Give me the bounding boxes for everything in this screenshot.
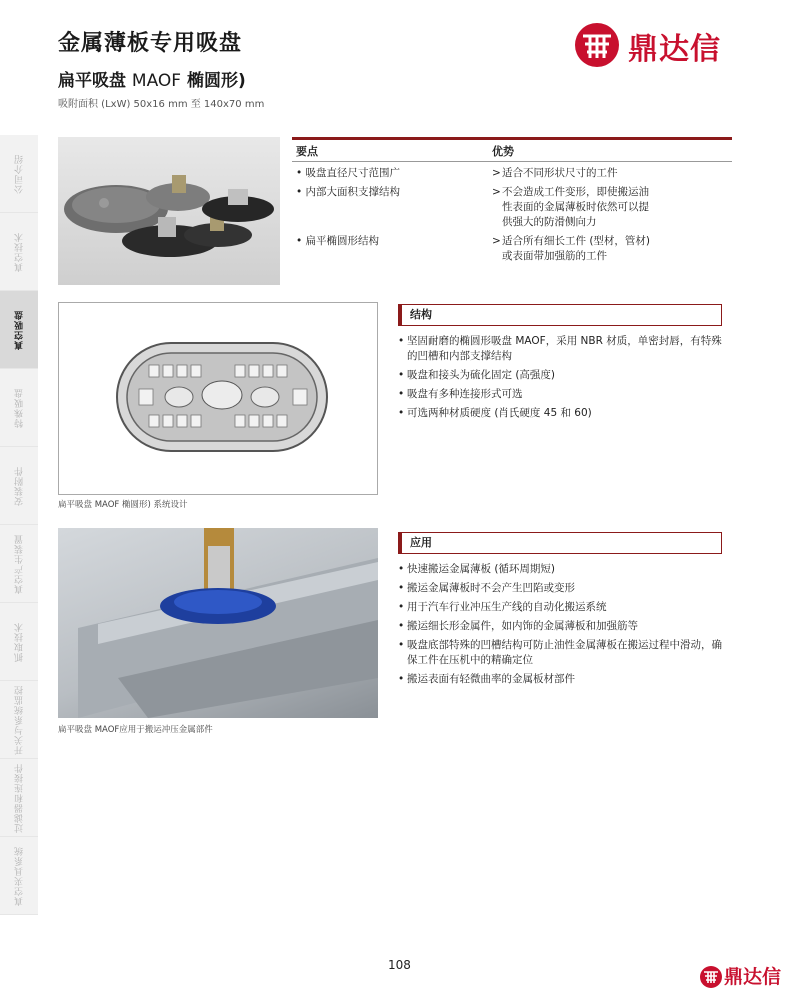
list-item: • 搬运金属薄板时不会产生凹陷或变形 bbox=[398, 582, 575, 594]
structure-heading: 结构 bbox=[398, 304, 722, 326]
subtitle-cn1: 扁平吸盘 bbox=[58, 71, 126, 91]
list-item: • 搬运细长形金属件，如内饰的金属薄板和加强筋等 bbox=[398, 620, 638, 632]
application-photo bbox=[58, 528, 378, 718]
table-row: • 扁平椭圆形结构 > 适合所有细长工件 (型材，管材) 或表面带加强筋的工件 bbox=[296, 235, 651, 262]
sidebar-tab-gripping[interactable]: 抓取技术 bbox=[0, 603, 38, 681]
application-heading: 应用 bbox=[398, 532, 722, 554]
subtitle-cn2: 椭圆形) bbox=[187, 71, 246, 91]
table-row: • 吸盘直径尺寸范围广 > 适合不同形状尺寸的工件 bbox=[296, 167, 618, 179]
table-row: • 内部大面积支撑结构 > 不会造成工件变形，即使搬运油性表面的金属薄板时依然可以提供强大的防滑侧向力 bbox=[296, 186, 649, 228]
design-drawing bbox=[58, 302, 378, 495]
sidebar bbox=[0, 135, 38, 915]
sidebar-tab-switches[interactable]: 开关与系统监控 bbox=[0, 681, 38, 759]
product-photo bbox=[58, 137, 280, 285]
application-list bbox=[398, 562, 732, 691]
design-caption: 扁平吸盘 MAOF 椭圆形) 系统设计 bbox=[58, 500, 188, 510]
list-item: • 吸盘有多种连接形式可选 bbox=[398, 388, 523, 400]
sidebar-tab-filters[interactable]: 过滤器和连接件 bbox=[0, 759, 38, 837]
sidebar-tab-mounting[interactable]: 安装附件 bbox=[0, 447, 38, 525]
structure-list bbox=[398, 334, 732, 425]
suction-area-note: 吸附面积 (LxW) 50x16 mm 至 140x70 mm bbox=[58, 99, 265, 110]
list-item: • 坚固耐磨的椭圆形吸盘 MAOF，采用 NBR 材质，单密封唇，有特殊的凹槽和内部支撑结构 bbox=[398, 335, 722, 362]
brand-name: 鼎达信 bbox=[628, 32, 721, 67]
product-subtitle bbox=[58, 66, 246, 91]
page-title: 金属薄板专用吸盘 bbox=[58, 31, 243, 56]
features-table bbox=[292, 137, 732, 264]
table-header bbox=[292, 140, 732, 162]
list-item: • 快速搬运金属薄板 (循环周期短) bbox=[398, 563, 556, 575]
sidebar-tab-clamping[interactable]: 真空夹具系统 bbox=[0, 837, 38, 915]
page-number: 108 bbox=[388, 958, 411, 972]
sidebar-tab-company[interactable]: 公司介绍 bbox=[0, 135, 38, 213]
list-item: • 可选两种材质硬度 (肖氏硬度 45 和 60) bbox=[398, 407, 592, 419]
list-item: • 用于汽车行业冲压生产线的自动化搬运系统 bbox=[398, 601, 607, 613]
list-item: • 搬运表面有轻微曲率的金属板材部件 bbox=[398, 673, 575, 685]
application-caption: 扁平吸盘 MAOF应用于搬运冲压金属部件 bbox=[58, 725, 213, 735]
sidebar-tab-vacuum-generators[interactable]: 真空产生装置 bbox=[0, 525, 38, 603]
subtitle-model: MAOF bbox=[131, 71, 182, 91]
sidebar-tab-special-cups[interactable]: 特殊吸盘 bbox=[0, 369, 38, 447]
sidebar-tab-vacuum-cups[interactable]: 真空吸盘 bbox=[0, 291, 38, 369]
col-header-points: 要点 bbox=[296, 144, 318, 158]
list-item: • 吸盘和接头为硫化固定 (高强度) bbox=[398, 369, 556, 381]
list-item: • 吸盘底部特殊的凹槽结构可防止油性金属薄板在搬运过程中滑动，确保工件在压机中的精确定位 bbox=[398, 639, 722, 666]
col-header-benefits: 优势 bbox=[492, 144, 514, 158]
footer-brand: 鼎达信 bbox=[724, 966, 782, 988]
sidebar-tab-vacuum-tech[interactable]: 真空技术 bbox=[0, 213, 38, 291]
